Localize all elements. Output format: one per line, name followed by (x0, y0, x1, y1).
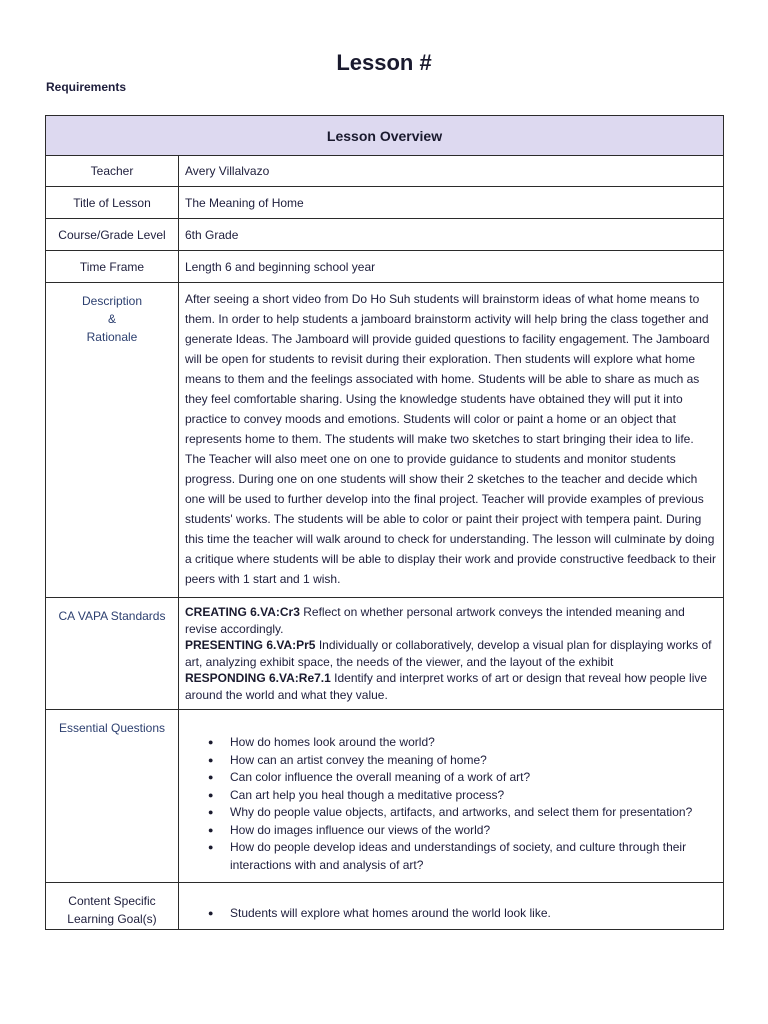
essential-questions-value (179, 710, 724, 883)
list-item: ● Students will explore what homes around the world look like. (230, 905, 717, 923)
list-item: ● How do images influence our views of the world? (230, 822, 717, 840)
description-label (46, 283, 179, 598)
list-item: ● How can an artist convey the meaning of home? (230, 752, 717, 770)
rationale-label-line: Rationale (86, 330, 138, 344)
course-grade-value: 6th Grade (179, 219, 724, 251)
description-value: After seeing a short video from Do Ho Suh students will brainstorm ideas of what home means to them. In order to help students a jamboard brainstorm activity will help bring the class together and generate Ideas. The Jamboard will provide guided questions to facility engagement. The Jamboard will be open for students to revisit during their exploration. Then students will explore what home means to them and the feelings associated with home. Students will be able to share as much as they feel comfortable sharing. Using the knowledge students have obtained they will put it into practice to convey moods and emotions. Students will color or paint a home or an object that represents home to them. The students will make two sketches to start bringing their idea to life. The Teacher will also meet one on one to provide guidance to students and monitor students progress. During one on one students will show their 2 sketches to the teacher and decide which one will be used to further develop into the final project. Teacher will provide examples of previous students' works. The students will be able to color or paint their project with tempera paint. During this time the teacher will walk around to check for understanding. The lesson will culminate by doing a critique where students will be able to display their work and provide constructive feedback to their peers with 1 start and 1 wish. (179, 283, 724, 598)
learning-goals-value (179, 883, 724, 930)
essential-questions-label: Essential Questions (46, 710, 179, 883)
standards-label: CA VAPA Standards (46, 598, 179, 710)
learning-goals-row (46, 883, 724, 930)
standard-creating (185, 604, 717, 637)
learning-goals-label-line: Content Specific (68, 894, 156, 908)
list-item: ● Can color influence the overall meaning of a work of art? (230, 769, 717, 787)
lesson-overview-heading: Lesson Overview (46, 116, 724, 156)
requirements-heading: Requirements (46, 80, 127, 94)
list-item: ● Can art help you heal though a meditative process? (230, 787, 717, 805)
course-grade-label: Course/Grade Level (46, 219, 179, 251)
standard-responding (185, 670, 717, 703)
overview-header-row (46, 116, 724, 156)
list-item: ● Why do people value objects, artifacts, and artworks, and select them for presentation? (230, 804, 717, 822)
description-label-amp: & (107, 312, 116, 326)
essential-questions-list (185, 734, 717, 874)
standards-row (46, 598, 724, 710)
standard-text: Identify and interpret works of art or design that reveal how people live around the world and what they value. (185, 671, 708, 702)
time-frame-value: Length 6 and beginning school year (179, 251, 724, 283)
list-item: ● How do people develop ideas and understandings of society, and culture through their interactions with and analysis of art? (230, 839, 717, 874)
standards-value (179, 598, 724, 710)
learning-goals-list (185, 905, 717, 923)
teacher-label: Teacher (46, 156, 179, 187)
title-of-lesson-row (46, 187, 724, 219)
standard-code: CREATING 6.VA:Cr3 (185, 605, 300, 619)
standard-code: RESPONDING 6.VA:Re7.1 (185, 671, 331, 685)
list-item: ● How do homes look around the world? (230, 734, 717, 752)
learning-goals-label (46, 883, 179, 930)
standard-presenting (185, 637, 717, 670)
standard-text: Reflect on whether personal artwork conveys the intended meaning and revise accordingly. (185, 605, 685, 636)
essential-questions-row (46, 710, 724, 883)
description-row (46, 283, 724, 598)
teacher-value: Avery Villalvazo (179, 156, 724, 187)
standard-code: PRESENTING 6.VA:Pr5 (185, 638, 316, 652)
course-grade-row (46, 219, 724, 251)
standard-text: Individually or collaboratively, develop a visual plan for displaying works of art, analyzing exhibit space, the needs of the viewer, and the layout of the exhibit (185, 638, 712, 669)
title-of-lesson-value: The Meaning of Home (179, 187, 724, 219)
page-title: Lesson # (336, 50, 432, 75)
teacher-row (46, 156, 724, 187)
title-of-lesson-label: Title of Lesson (46, 187, 179, 219)
time-frame-row (46, 251, 724, 283)
lesson-overview-table (45, 115, 724, 930)
learning-goals-label-line: Learning Goal(s) (67, 912, 157, 926)
description-label-line: Description (81, 294, 143, 308)
time-frame-label: Time Frame (46, 251, 179, 283)
